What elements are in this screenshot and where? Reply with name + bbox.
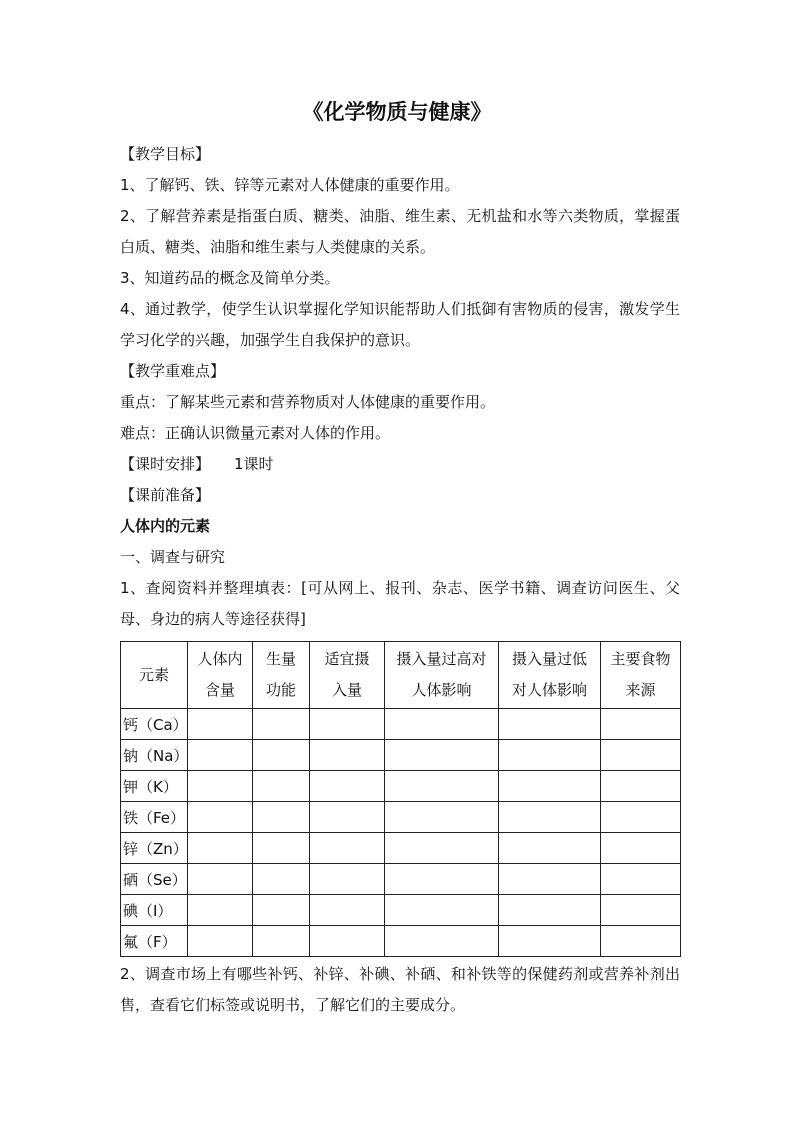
header-text: 摄入量过低 — [511, 650, 587, 668]
blank-cell[interactable] — [188, 802, 253, 833]
objective-item-4: 4、通过教学，使学生认识掌握化学知识能帮助人们抵御有害物质的侵害，激发学生学习化学的兴趣，加强学生自我保护的意识。 — [120, 300, 680, 349]
header-text: 来源 — [625, 681, 656, 699]
blank-cell[interactable] — [253, 895, 310, 926]
task-1: 1、查阅资料并整理填表：[可从网上、报刊、杂志、医学书籍、调查访问医生、父母、身边的病人等途径获得] — [120, 579, 680, 628]
blank-cell[interactable] — [385, 740, 499, 771]
schedule-line — [120, 449, 680, 480]
table-row — [121, 802, 681, 833]
table-body — [121, 709, 681, 957]
header-text: 适宜摄 — [324, 650, 370, 668]
table-header-cell — [601, 642, 681, 709]
blank-cell[interactable] — [499, 771, 601, 802]
table-header-cell — [253, 642, 310, 709]
header-text: 元素 — [138, 665, 169, 684]
blank-cell[interactable] — [188, 864, 253, 895]
objective-item-2: 2、了解营养素是指蛋白质、糖类、油脂、维生素、无机盐和水等六类物质，掌握蛋白质、糖类、油脂和维生素与人类健康的关系。 — [120, 207, 680, 256]
table-row — [121, 771, 681, 802]
blank-cell[interactable] — [601, 709, 681, 740]
blank-cell[interactable] — [499, 895, 601, 926]
key-point-focus: 重点：了解某些元素和营养物质对人体健康的重要作用。 — [120, 393, 496, 411]
table-header-cell — [188, 642, 253, 709]
blank-cell[interactable] — [253, 771, 310, 802]
table-header-cell — [385, 642, 499, 709]
element-name-cell: 氟（F） — [121, 926, 188, 957]
section-title: 人体内的元素 — [120, 517, 211, 535]
blank-cell[interactable] — [385, 771, 499, 802]
document-title: 《化学物质与健康》 — [302, 99, 492, 124]
blank-cell[interactable] — [188, 709, 253, 740]
blank-cell[interactable] — [253, 926, 310, 957]
blank-cell[interactable] — [310, 802, 385, 833]
blank-cell[interactable] — [385, 802, 499, 833]
blank-cell[interactable] — [253, 864, 310, 895]
blank-cell[interactable] — [601, 864, 681, 895]
table-header-row — [121, 642, 681, 709]
table-row — [121, 864, 681, 895]
element-name-cell: 碘（I） — [121, 895, 188, 926]
task-2: 2、调查市场上有哪些补钙、补锌、补碘、补硒、和补铁等的保健药剂或营养补剂出售，查看它们标签或说明书，了解它们的主要成分。 — [120, 965, 680, 1014]
header-text: 对人体影响 — [511, 681, 587, 699]
element-name-cell: 钾（K） — [121, 771, 188, 802]
blank-cell[interactable] — [310, 709, 385, 740]
document-body — [120, 139, 680, 1021]
preparation-heading: 【课前准备】 — [120, 486, 211, 504]
blank-cell[interactable] — [385, 926, 499, 957]
objective-item-3: 3、知道药品的概念及简单分类。 — [120, 269, 340, 287]
blank-cell[interactable] — [253, 709, 310, 740]
blank-cell[interactable] — [385, 864, 499, 895]
blank-cell[interactable] — [188, 833, 253, 864]
blank-cell[interactable] — [188, 926, 253, 957]
header-text: 人体影响 — [411, 681, 472, 699]
blank-cell[interactable] — [385, 709, 499, 740]
header-text: 生量 — [265, 650, 296, 668]
objectives-heading: 【教学目标】 — [120, 145, 211, 163]
table-row — [121, 709, 681, 740]
blank-cell[interactable] — [253, 740, 310, 771]
blank-cell[interactable] — [310, 926, 385, 957]
blank-cell[interactable] — [499, 802, 601, 833]
blank-cell[interactable] — [310, 895, 385, 926]
blank-cell[interactable] — [601, 833, 681, 864]
key-point-difficulty: 难点：正确认识微量元素对人体的作用。 — [120, 424, 391, 442]
blank-cell[interactable] — [499, 864, 601, 895]
blank-cell[interactable] — [499, 740, 601, 771]
blank-cell[interactable] — [601, 802, 681, 833]
key-points-heading: 【教学重难点】 — [120, 362, 226, 380]
blank-cell[interactable] — [499, 926, 601, 957]
blank-cell[interactable] — [253, 833, 310, 864]
header-text: 摄入量过高对 — [396, 650, 487, 668]
blank-cell[interactable] — [601, 895, 681, 926]
element-name-cell: 钠（Na） — [121, 740, 188, 771]
blank-cell[interactable] — [310, 740, 385, 771]
blank-cell[interactable] — [385, 833, 499, 864]
blank-cell[interactable] — [499, 709, 601, 740]
blank-cell[interactable] — [188, 895, 253, 926]
header-text: 人体内 — [197, 650, 243, 668]
blank-cell[interactable] — [499, 833, 601, 864]
blank-cell[interactable] — [601, 926, 681, 957]
table-row — [121, 926, 681, 957]
header-text: 含量 — [204, 681, 235, 699]
blank-cell[interactable] — [385, 895, 499, 926]
blank-cell[interactable] — [601, 771, 681, 802]
header-text: 主要食物 — [610, 650, 671, 668]
table-row — [121, 833, 681, 864]
blank-cell[interactable] — [253, 802, 310, 833]
blank-cell[interactable] — [188, 740, 253, 771]
blank-cell[interactable] — [310, 771, 385, 802]
schedule-label: 【课时安排】 — [120, 455, 211, 473]
table-row — [121, 895, 681, 926]
header-text: 入量 — [331, 681, 362, 699]
blank-cell[interactable] — [188, 771, 253, 802]
blank-cell[interactable] — [601, 740, 681, 771]
section-subtitle: 一、调查与研究 — [120, 548, 226, 566]
table-header-cell — [121, 642, 188, 709]
blank-cell[interactable] — [310, 864, 385, 895]
header-text: 功能 — [265, 681, 296, 699]
element-name-cell: 锌（Zn） — [121, 833, 188, 864]
table-header-cell — [499, 642, 601, 709]
element-name-cell: 钙（Ca） — [121, 709, 188, 740]
objective-item-1: 1、了解钙、铁、锌等元素对人体健康的重要作用。 — [120, 176, 460, 194]
table-row — [121, 740, 681, 771]
element-survey-table — [120, 641, 681, 957]
blank-cell[interactable] — [310, 833, 385, 864]
element-name-cell: 铁（Fe） — [121, 802, 188, 833]
table-header-cell — [310, 642, 385, 709]
element-name-cell: 硒（Se） — [121, 864, 188, 895]
schedule-value: 1课时 — [234, 455, 274, 473]
